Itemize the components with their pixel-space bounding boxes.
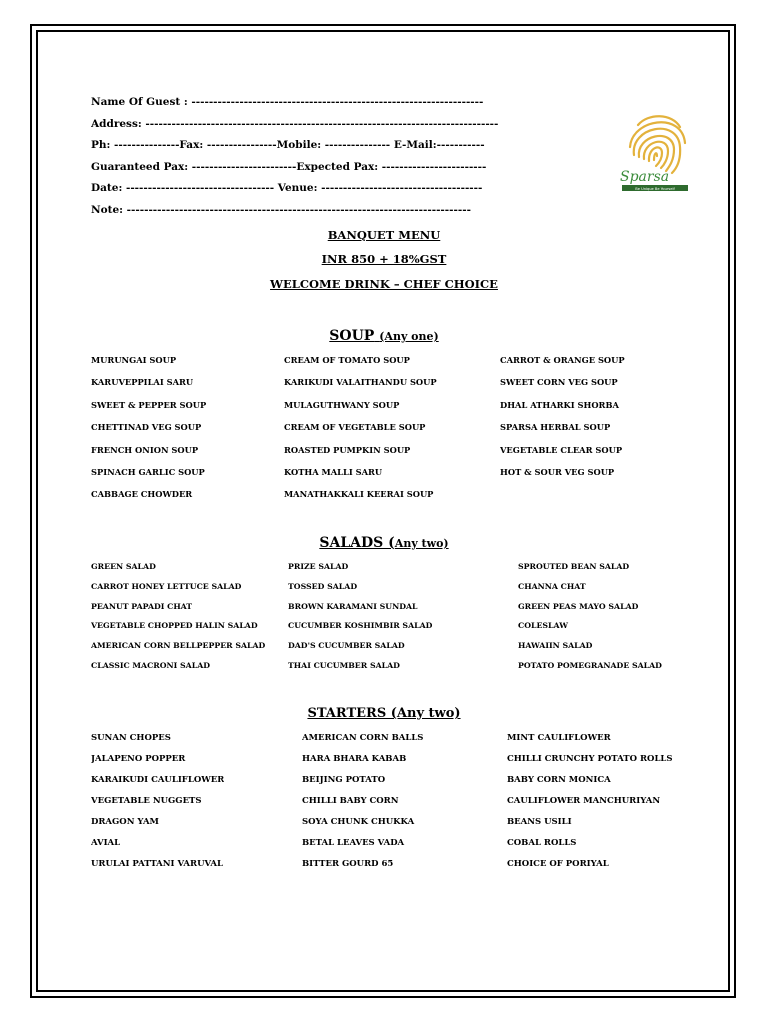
soup-item: CREAM OF VEGETABLE SOUP bbox=[284, 422, 426, 433]
starters-column-2 bbox=[302, 732, 423, 879]
menu-price: INR 850 + 18%GST bbox=[321, 252, 447, 266]
starters-item: MINT CAULIFLOWER bbox=[507, 733, 611, 743]
soup-item: ROASTED PUMPKIN SOUP bbox=[284, 444, 411, 455]
soup-item: FRENCH ONION SOUP bbox=[91, 444, 199, 455]
address-field: Address: --------------------------------------------------------------------------------- bbox=[91, 117, 499, 130]
starters-item: BEANS USILI bbox=[507, 817, 572, 827]
salads-item: PRIZE SALAD bbox=[288, 562, 349, 571]
starters-item: KARAIKUDI CAULIFLOWER bbox=[91, 775, 225, 785]
salads-item: TOSSED SALAD bbox=[288, 581, 358, 591]
soup-item: CREAM OF TOMATO SOUP bbox=[284, 355, 410, 365]
starters-column-3 bbox=[507, 732, 673, 879]
starters-column-1 bbox=[91, 732, 224, 879]
salads-item: POTATO POMEGRANADE SALAD bbox=[518, 660, 662, 670]
salads-item: DAD'S CUCUMBER SALAD bbox=[288, 641, 405, 651]
soup-item: DHAL ATHARKI SHORBA bbox=[500, 399, 619, 410]
salads-item: CLASSIC MACRONI SALAD bbox=[91, 660, 211, 670]
soup-item: SWEET CORN VEG SOUP bbox=[500, 377, 618, 388]
starters-item: DRAGON YAM bbox=[91, 817, 159, 827]
salads-item: SPROUTED BEAN SALAD bbox=[518, 562, 630, 571]
pax-field: Guaranteed Pax: ------------------------Expected Pax: ------------------------ bbox=[91, 160, 487, 173]
soup-title: SOUP bbox=[329, 328, 375, 344]
salads-item: HAWAIIN SALAD bbox=[518, 641, 593, 651]
salads-item: CUCUMBER KOSHIMBIR SALAD bbox=[288, 621, 433, 631]
soup-item: CABBAGE CHOWDER bbox=[91, 489, 193, 500]
starters-item: BABY CORN MONICA bbox=[507, 775, 611, 785]
salads-rule: Any two) bbox=[394, 537, 449, 550]
starters-item: VEGETABLE NUGGETS bbox=[91, 796, 202, 806]
soup-item: CARROT & ORANGE SOUP bbox=[500, 355, 625, 365]
logo-brand: Sparsa bbox=[620, 169, 670, 185]
starters-item: SUNAN CHOPES bbox=[91, 733, 171, 743]
salads-column-2 bbox=[288, 561, 432, 680]
soup-rule: (Any one) bbox=[379, 330, 439, 343]
salads-item: VEGETABLE CHOPPED HALIN SALAD bbox=[91, 621, 258, 631]
soup-column-3 bbox=[500, 354, 625, 488]
guest-name-field: Name Of Guest : ------------------------------------------------------------------- bbox=[91, 96, 484, 108]
starters-item: COBAL ROLLS bbox=[507, 838, 577, 848]
soup-item: MURUNGAI SOUP bbox=[91, 355, 177, 365]
salads-column-1 bbox=[91, 561, 265, 680]
salads-column-3 bbox=[518, 561, 662, 680]
welcome-drink: WELCOME DRINK – CHEF CHOICE bbox=[270, 277, 498, 291]
salads-item: CARROT HONEY LETTUCE SALAD bbox=[91, 581, 242, 591]
starters-item: CHILLI CRUNCHY POTATO ROLLS bbox=[507, 754, 673, 764]
salads-item: GREEN PEAS MAYO SALAD bbox=[518, 601, 639, 611]
soup-item: KARUVEPPILAI SARU bbox=[91, 377, 194, 388]
contact-field: Ph: ---------------Fax: ----------------Mobile: --------------- E-Mail:----------- bbox=[91, 139, 485, 152]
soup-item: MULAGUTHWANY SOUP bbox=[284, 399, 400, 410]
soup-section-title bbox=[184, 328, 584, 344]
salads-item: PEANUT PAPADI CHAT bbox=[91, 601, 193, 611]
starters-item: BITTER GOURD 65 bbox=[302, 859, 394, 869]
salads-section-title bbox=[184, 535, 584, 551]
banquet-menu-title: BANQUET MENU bbox=[327, 228, 441, 242]
soup-item: SPINACH GARLIC SOUP bbox=[91, 466, 205, 477]
soup-item: KARIKUDI VALAITHANDU SOUP bbox=[284, 377, 437, 388]
starters-item: CHILLI BABY CORN bbox=[302, 796, 399, 806]
starters-item: URULAI PATTANI VARUVAL bbox=[91, 859, 223, 869]
salads-item: AMERICAN CORN BELLPEPPER SALAD bbox=[91, 641, 266, 651]
starters-item: AMERICAN CORN BALLS bbox=[302, 733, 424, 743]
soup-item: KOTHA MALLI SARU bbox=[284, 466, 383, 477]
date-venue-field: Date: ---------------------------------- Venue: ------------------------------------- bbox=[91, 182, 483, 195]
starters-item: JALAPENO POPPER bbox=[91, 754, 186, 764]
fingerprint-icon bbox=[616, 103, 694, 193]
soup-column-1 bbox=[91, 354, 206, 511]
starters-item: CHOICE OF PORIYAL bbox=[507, 859, 609, 869]
starters-item: SOYA CHUNK CHUKKA bbox=[302, 817, 415, 827]
soup-item: MANATHAKKALI KEERAI SOUP bbox=[284, 489, 434, 500]
soup-item: CHETTINAD VEG SOUP bbox=[91, 422, 202, 433]
sparsa-logo bbox=[616, 103, 694, 193]
salads-item: BROWN KARAMANI SUNDAL bbox=[288, 601, 418, 611]
starters-section-title: STARTERS (Any two) bbox=[307, 706, 461, 721]
logo-tagline: Be Unique Be Yourself bbox=[635, 187, 675, 191]
starters-item: HARA BHARA KABAB bbox=[302, 754, 407, 764]
salads-item: CHANNA CHAT bbox=[518, 581, 586, 591]
soup-item: HOT & SOUR VEG SOUP bbox=[500, 466, 615, 477]
starters-item: BETAL LEAVES VADA bbox=[302, 838, 405, 848]
starters-item: CAULIFLOWER MANCHURIYAN bbox=[507, 796, 661, 806]
soup-column-2 bbox=[284, 354, 437, 511]
soup-item: VEGETABLE CLEAR SOUP bbox=[500, 444, 623, 455]
soup-item: SPARSA HERBAL SOUP bbox=[500, 422, 611, 433]
starters-item: BEIJING POTATO bbox=[302, 775, 386, 785]
soup-item: SWEET & PEPPER SOUP bbox=[91, 399, 207, 410]
salads-item: THAI CUCUMBER SALAD bbox=[288, 660, 400, 670]
salads-item: GREEN SALAD bbox=[91, 562, 156, 571]
guest-details-form bbox=[91, 95, 511, 225]
salads-item: COLESLAW bbox=[518, 621, 568, 631]
starters-item: AVIAL bbox=[91, 838, 121, 848]
salads-title: SALADS ( bbox=[319, 535, 395, 551]
note-field: Note: ------------------------------------------------------------------------------- bbox=[91, 203, 471, 216]
